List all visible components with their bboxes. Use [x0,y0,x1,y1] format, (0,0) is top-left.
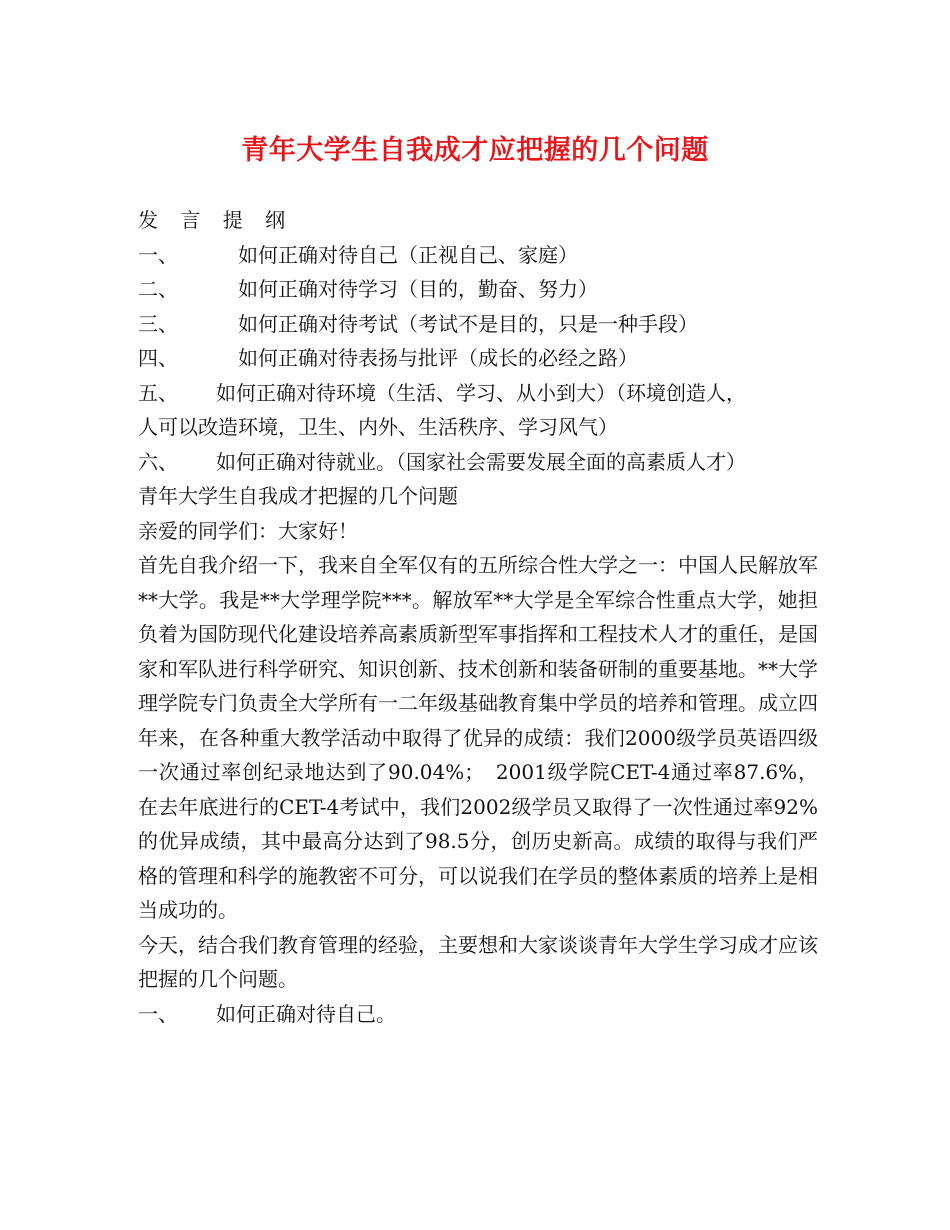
outline-item [138,376,818,411]
section-heading [138,997,818,1032]
outline-item-number: 三、 [138,311,178,336]
outline-item-number: 一、 [138,242,178,267]
outline-item-text: 如何正确对待学习（目的，勤奋、努力） [238,277,598,301]
outline-heading: 发 言 提 纲 [138,208,294,232]
document-title: 青年大学生自我成才应把握的几个问题 [241,135,709,166]
outline-item-text: 如何正确对待环境（生活、学习、从小到大）（环境创造人， [216,380,746,405]
speech-greeting: 亲爱的同学们：大家好！ [138,518,358,543]
outline-item-number: 五、 [138,380,178,405]
outline-item-text: 如何正确对待表扬与批评（成长的必经之路） [238,346,638,370]
outline-item [138,341,818,376]
speech-paragraph-intro: 首先自我介绍一下，我来自全军仅有的五所综合性大学之一：中国人民解放军**大学。我是**大学理学院***。解放军**大学是全军综合性重点大学，她担负着为国防现代化建设培养高素质新型军事指挥和工程技术人才的重任，是国家和军队进行科学研究、知识创新、技术创新和装备研制的重要基地。**大学理学院专门负责全大学所有一二年级基础教育集中学员的培养和管理。成立四年来，在各种重大教学活动中取得了优异的成绩：我们2000级学员英语四级一次通过率创纪录地达到了90.04%； 2001级学院CET-4通过率87.6%，在去年底进行的CET-4考试中，我们2002级学员又取得了一次性通过率92%的优异成绩，其中最高分达到了98.5分，创历史新高。成绩的取得与我们严格的管理和科学的施教密不可分，可以说我们在学员的整体素质的培养上是相当成功的。 [138,553,818,922]
speech-paragraph-topic: 今天，结合我们教育管理的经验，主要想和大家谈谈青年大学生学习成才应该把握的几个问题。 [138,932,818,991]
outline-item-text: 如何正确对待就业。（国家社会需要发展全面的高素质人才） [216,449,746,474]
outline-item-number: 四、 [138,346,178,370]
outline-item [138,272,818,307]
outline-item [138,307,818,342]
outline-item [138,445,818,480]
outline-item-number: 二、 [138,277,178,301]
outline-item-text: 如何正确对待自己（正视自己、家庭） [238,242,578,267]
outline-item-text: 如何正确对待考试（考试不是目的，只是一种手段） [238,311,698,336]
outline-item-number: 六、 [138,449,178,474]
section-text: 如何正确对待自己。 [216,1001,396,1026]
section-number: 一、 [138,1001,178,1026]
outline-item-continuation [138,410,818,445]
speech-subtitle: 青年大学生自我成才把握的几个问题 [138,484,458,508]
outline-item [138,238,818,273]
document-body [138,203,818,1031]
outline-item-text: 人可以改造环境，卫生、内外、生活秩序、学习风气） [138,415,618,439]
